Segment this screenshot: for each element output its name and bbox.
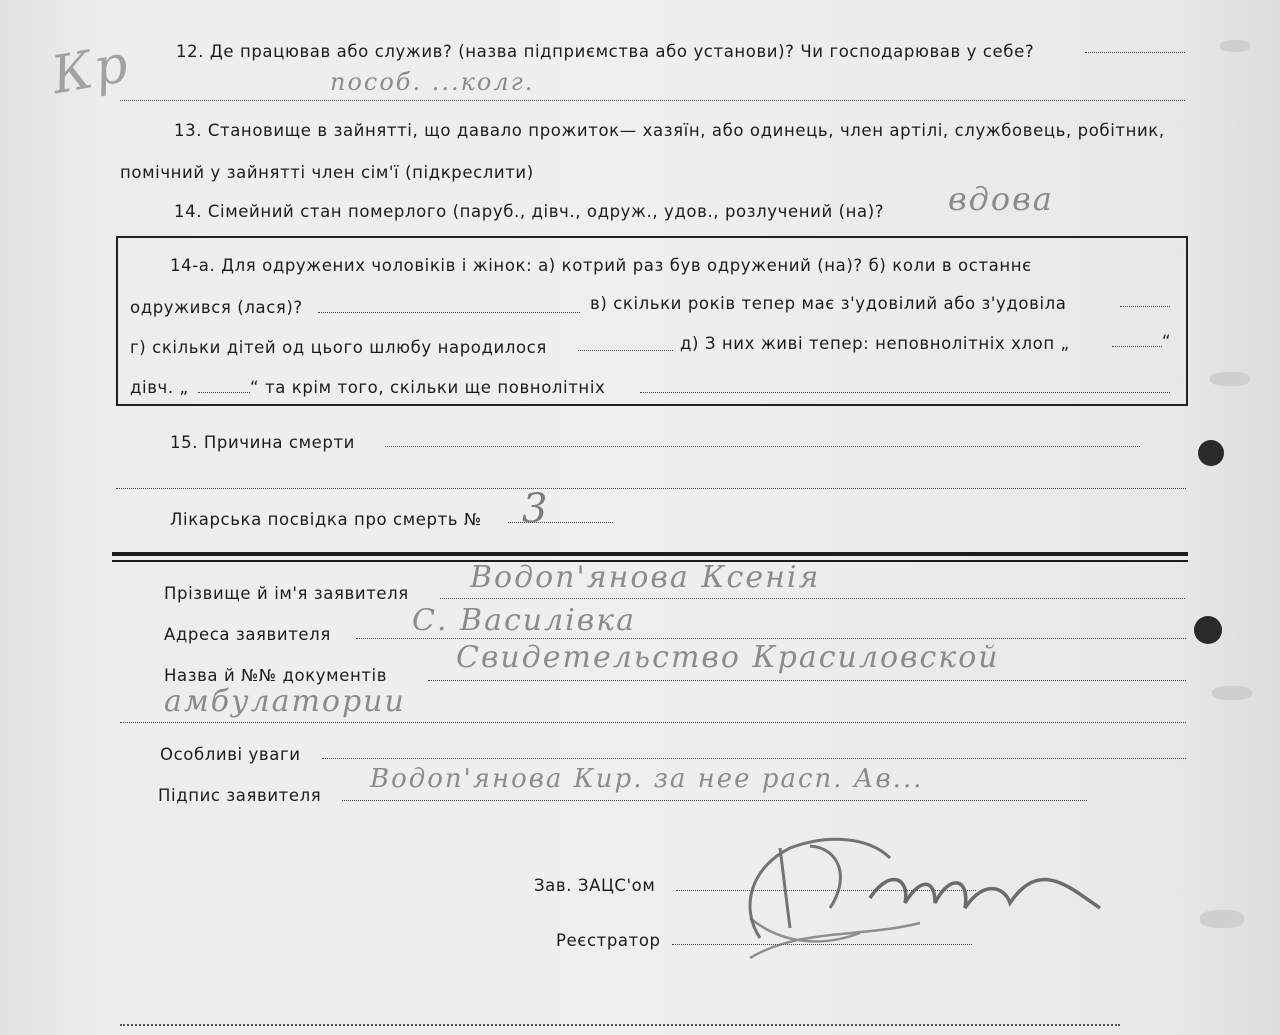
- paper-tear-3: [1212, 686, 1252, 700]
- medical-number: 3: [522, 486, 550, 532]
- paper-tear-2: [1210, 372, 1250, 386]
- punch-hole-2: [1194, 616, 1222, 644]
- applicant-notes-dotline: [322, 758, 1186, 759]
- margin-note: Кр: [47, 33, 135, 107]
- q14-label: 14. Сімейний стан померлого (паруб., дівч., одруж., удов., розлучений (на)?: [174, 202, 885, 221]
- punch-hole-1: [1198, 440, 1224, 466]
- q14a-line3c: “: [1162, 332, 1172, 351]
- applicant-signature-dotline: [342, 800, 1087, 801]
- applicant-notes-label: Особливі уваги: [160, 745, 301, 764]
- q14a-dotline-married: [318, 312, 580, 313]
- applicant-name-value: Водоп'янова Ксенія: [470, 560, 821, 595]
- paper-tear-1: [1220, 40, 1250, 52]
- q12-dotline-2: [120, 100, 1185, 101]
- section-divider-thick: [112, 552, 1188, 556]
- q15-dotline-1: [385, 446, 1140, 447]
- q14a-dotline-boys: [1112, 346, 1162, 347]
- q14a-dotline-widowed: [1120, 306, 1170, 307]
- q14a-line3a: г) скільки дітей од цього шлюбу народилося: [130, 338, 547, 357]
- bottom-edge: [120, 1024, 1120, 1032]
- applicant-signature-label: Підпис заявителя: [158, 786, 322, 805]
- applicant-address-label: Адреса заявителя: [164, 625, 331, 644]
- paper-tear-4: [1200, 910, 1244, 928]
- zags-registrar-label: Реєстратор: [556, 931, 661, 950]
- q13-line1: 13. Становище в зайнятті, що давало прожиток— хазяїн, або одинець, член артілі, службовець, робітник,: [174, 121, 1165, 140]
- q14a-dotline-girls: [198, 392, 250, 393]
- applicant-docs-value-1: Свидетельство Красиловской: [456, 640, 1000, 675]
- q13-line2: помічний у зайнятті член сім'ї (підкреслити): [120, 163, 534, 182]
- applicant-signature-value: Водоп'янова Кир. за нее расп. Ав...: [370, 764, 924, 794]
- registrar-signature-drawing: [720, 818, 1140, 968]
- q14a-dotline-adults: [640, 392, 1170, 393]
- q15-label: 15. Причина смерти: [170, 433, 355, 452]
- q14a-dotline-children: [578, 350, 673, 351]
- q15-dotline-2: [116, 488, 1186, 489]
- q14a-line2a: одружився (лася)?: [130, 298, 303, 317]
- applicant-docs-dotline-2: [120, 722, 1186, 723]
- q14a-line2b: в) скільки років тепер має з'удовілий або з'удовіла: [590, 294, 1067, 313]
- q12-dotline-1: [1085, 52, 1185, 53]
- applicant-docs-value-2: амбулатории: [164, 684, 406, 719]
- medical-label: Лікарська посвідка про смерть №: [170, 510, 482, 529]
- applicant-address-value: С. Василівка: [412, 603, 637, 638]
- zags-head-label: Зав. ЗАЦС'ом: [534, 876, 656, 895]
- q12-answer: пособ. ...колг.: [330, 68, 535, 96]
- q14a-line1: 14-а. Для одружених чоловіків і жінок: а) котрий раз був одружений (на)? б) коли в останнє: [170, 256, 1032, 275]
- q14a-line4b: “ та крім того, скільки ще повнолітніх: [250, 378, 606, 397]
- applicant-name-label: Прізвище й ім'я заявителя: [164, 584, 409, 603]
- q14a-line3b: д) З них живі тепер: неповнолітніх хлоп „: [680, 334, 1070, 353]
- applicant-address-dotline: [356, 638, 1186, 639]
- applicant-name-dotline: [440, 598, 1185, 599]
- q14a-line4a: дівч. „: [130, 378, 189, 397]
- applicant-docs-dotline-1: [428, 680, 1186, 681]
- applicant-docs-label: Назва й №№ документів: [164, 666, 388, 685]
- q14-answer: вдова: [948, 180, 1054, 218]
- q12-label: 12. Де працював або служив? (назва підприємства або установи)? Чи господарював у себе?: [176, 42, 1035, 61]
